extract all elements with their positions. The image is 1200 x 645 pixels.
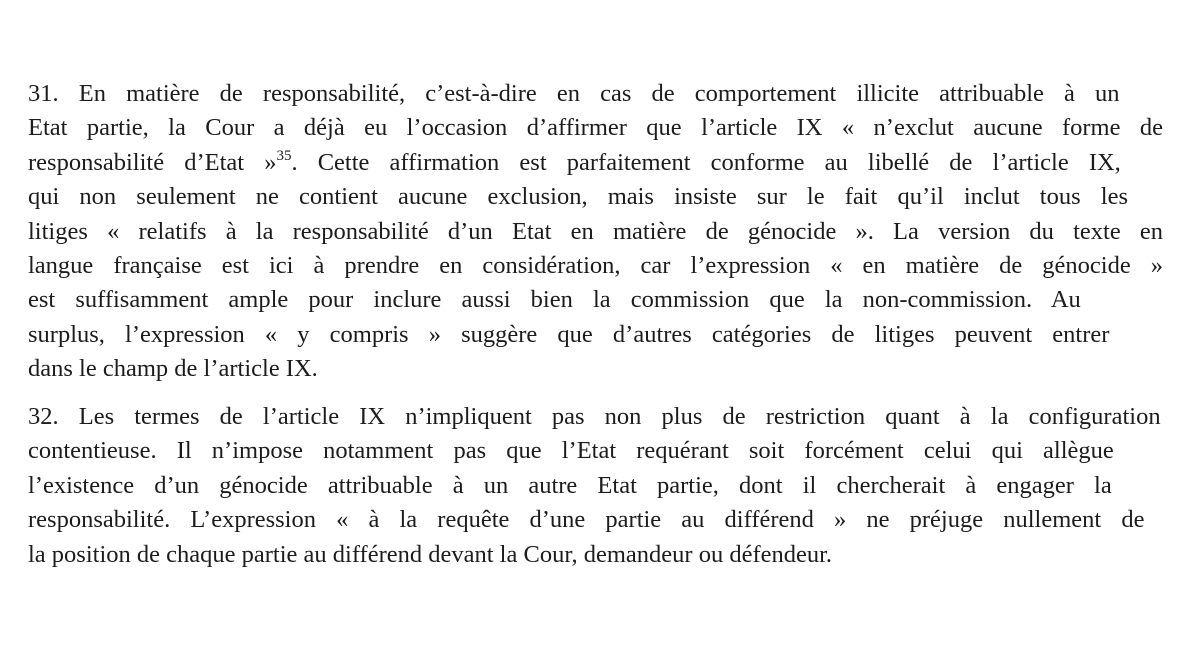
paragraph-line: responsabilité d’Etat »$^{35}$. Cette affirmation est parfaitement conforme au libellé de l’article IX, bbox=[28, 147, 1121, 176]
paragraph-number: 31. bbox=[28, 80, 59, 107]
paragraph-line: litiges « relatifs à la responsabilité d’un Etat en matière de génocide ». La version du texte en bbox=[28, 217, 1163, 245]
footnote-reference[interactable]: 35 bbox=[276, 147, 292, 164]
paragraph-line: 31. En matière de responsabilité, c’est-à-dire en cas de comportement illicite attribuable à un bbox=[28, 80, 1120, 107]
paragraph-line: la position de chaque partie au différend devant la Cour, demandeur ou défendeur. bbox=[28, 540, 833, 568]
paragraph-line: surplus, l’expression « y compris » suggère que d’autres catégories de litiges peuvent entrer bbox=[28, 320, 1110, 348]
paragraph-line: est suffisamment ample pour inclure aussi bien la commission que la non-commission. Au bbox=[28, 286, 1081, 314]
paragraph-line: responsabilité. L’expression « à la requête d’une partie au différend » ne préjuge nullement de bbox=[28, 506, 1145, 534]
paragraph-line: Etat partie, la Cour a déjà eu l’occasion d’affirmer que l’article IX « n’exclut aucune forme de bbox=[28, 114, 1163, 142]
paragraph-number: 32. bbox=[28, 403, 59, 430]
paragraph-line: 32. Les termes de l’article IX n’impliquent pas non plus de restriction quant à la configuration bbox=[28, 403, 1161, 430]
paragraph-line: qui non seulement ne contient aucune exclusion, mais insiste sur le fait qu’il inclut tous les bbox=[28, 183, 1128, 211]
paragraph-line: l’existence d’un génocide attribuable à un autre Etat partie, dont il chercherait à engager la bbox=[28, 471, 1112, 499]
paragraph-31 bbox=[28, 77, 1163, 387]
paragraph-32 bbox=[28, 400, 1163, 572]
paragraph-line: dans le champ de l’article IX. bbox=[28, 355, 318, 383]
paragraph-line: contentieuse. Il n’impose notamment pas que l’Etat requérant soit forcément celui qui allègue bbox=[28, 437, 1114, 465]
paragraph-line: langue française est ici à prendre en considération, car l’expression « en matière de génocide » bbox=[28, 252, 1163, 280]
